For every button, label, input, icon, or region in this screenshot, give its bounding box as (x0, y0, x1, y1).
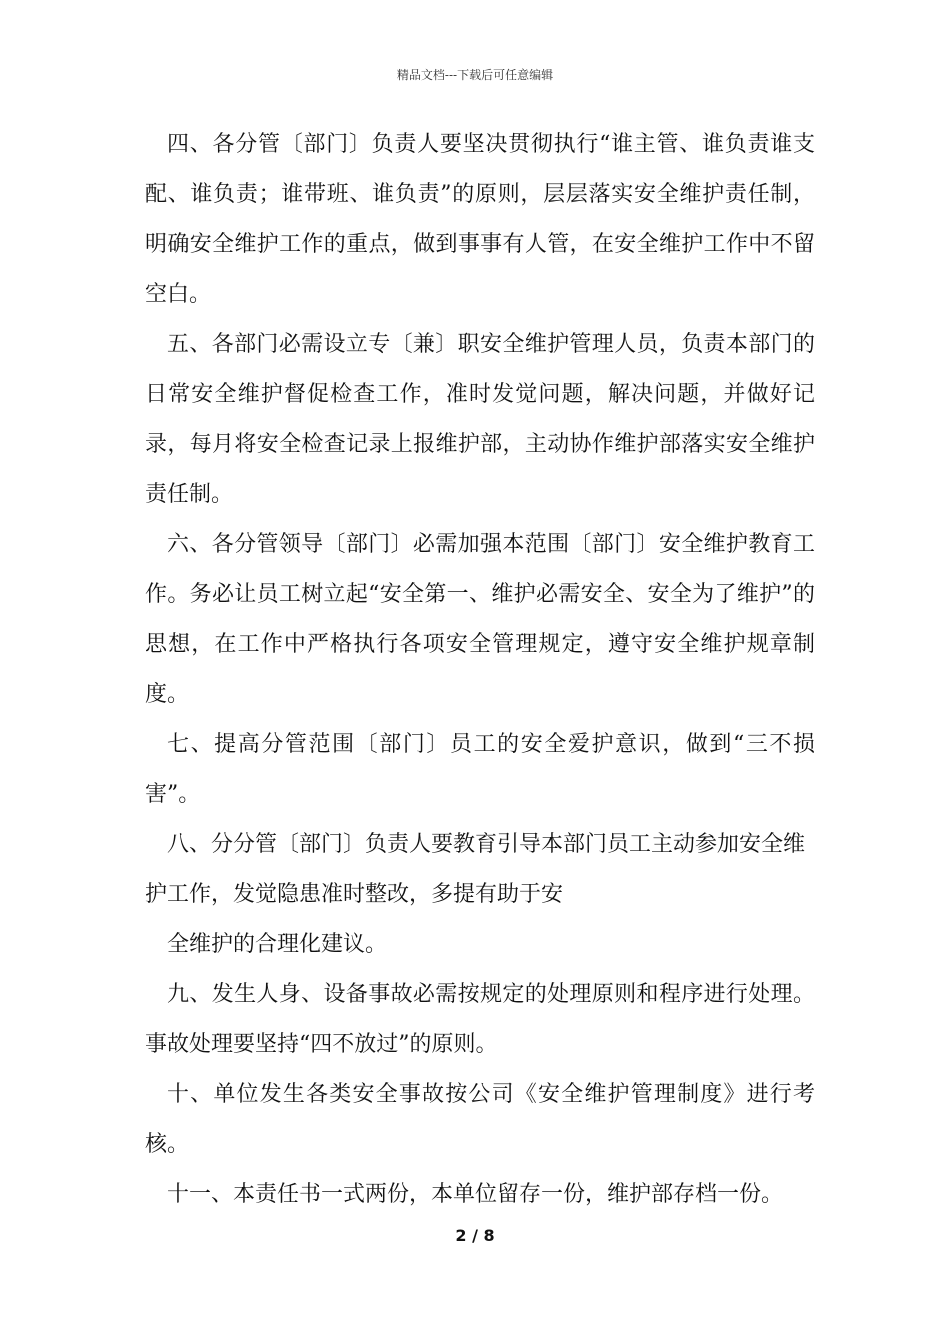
paragraph-11: 十一、本责任书一式两份，本单位留存一份，维护部存档一份。 (167, 1182, 784, 1207)
paragraph-5: 五、各部门必需设立专〔兼〕职安全维护管理人员，负责本部门的日常安全维护督促检查工作，准时发觉问题，解决问题，并做好记录，每月将安全检查记录上报维护部，主动协作维护部落实安全维护责任制。 (145, 332, 815, 507)
paragraph-8-continued: 全维护的合理化建议。 (167, 932, 388, 957)
paragraph-7: 七、提高分管范围〔部门〕员工的安全爱护意识，做到“三不损害”。 (145, 732, 815, 807)
paragraph-6: 六、各分管领导〔部门〕必需加强本范围〔部门〕安全维护教育工作。务必让员工树立起“安全第一、维护必需安全、安全为了维护”的思想，在工作中严格执行各项安全管理规定，遵守安全维护规章制度。 (145, 532, 815, 707)
page-number: 2 / 8 (455, 1226, 495, 1245)
paragraph-4: 四、各分管〔部门〕负责人要坚决贯彻执行“谁主管、谁负责谁支配、谁负责；谁带班、谁负责”的原则，层层落实安全维护责任制，明确安全维护工作的重点，做到事事有人管，在安全维护工作中不留空白。 (145, 132, 815, 307)
paragraph-10: 十、单位发生各类安全事故按公司《安全维护管理制度》进行考核。 (145, 1082, 815, 1157)
page-header: 精品文档---下载后可任意编辑 (396, 68, 554, 82)
paragraph-9: 九、发生人身、设备事故必需按规定的处理原则和程序进行处理。事故处理要坚持“四不放过”的原则。 (145, 982, 815, 1057)
document-body (145, 120, 815, 1220)
paragraph-8: 八、分分管〔部门〕负责人要教育引导本部门员工主动参加安全维护工作，发觉隐患准时整改，多提有助于安 (145, 832, 806, 907)
